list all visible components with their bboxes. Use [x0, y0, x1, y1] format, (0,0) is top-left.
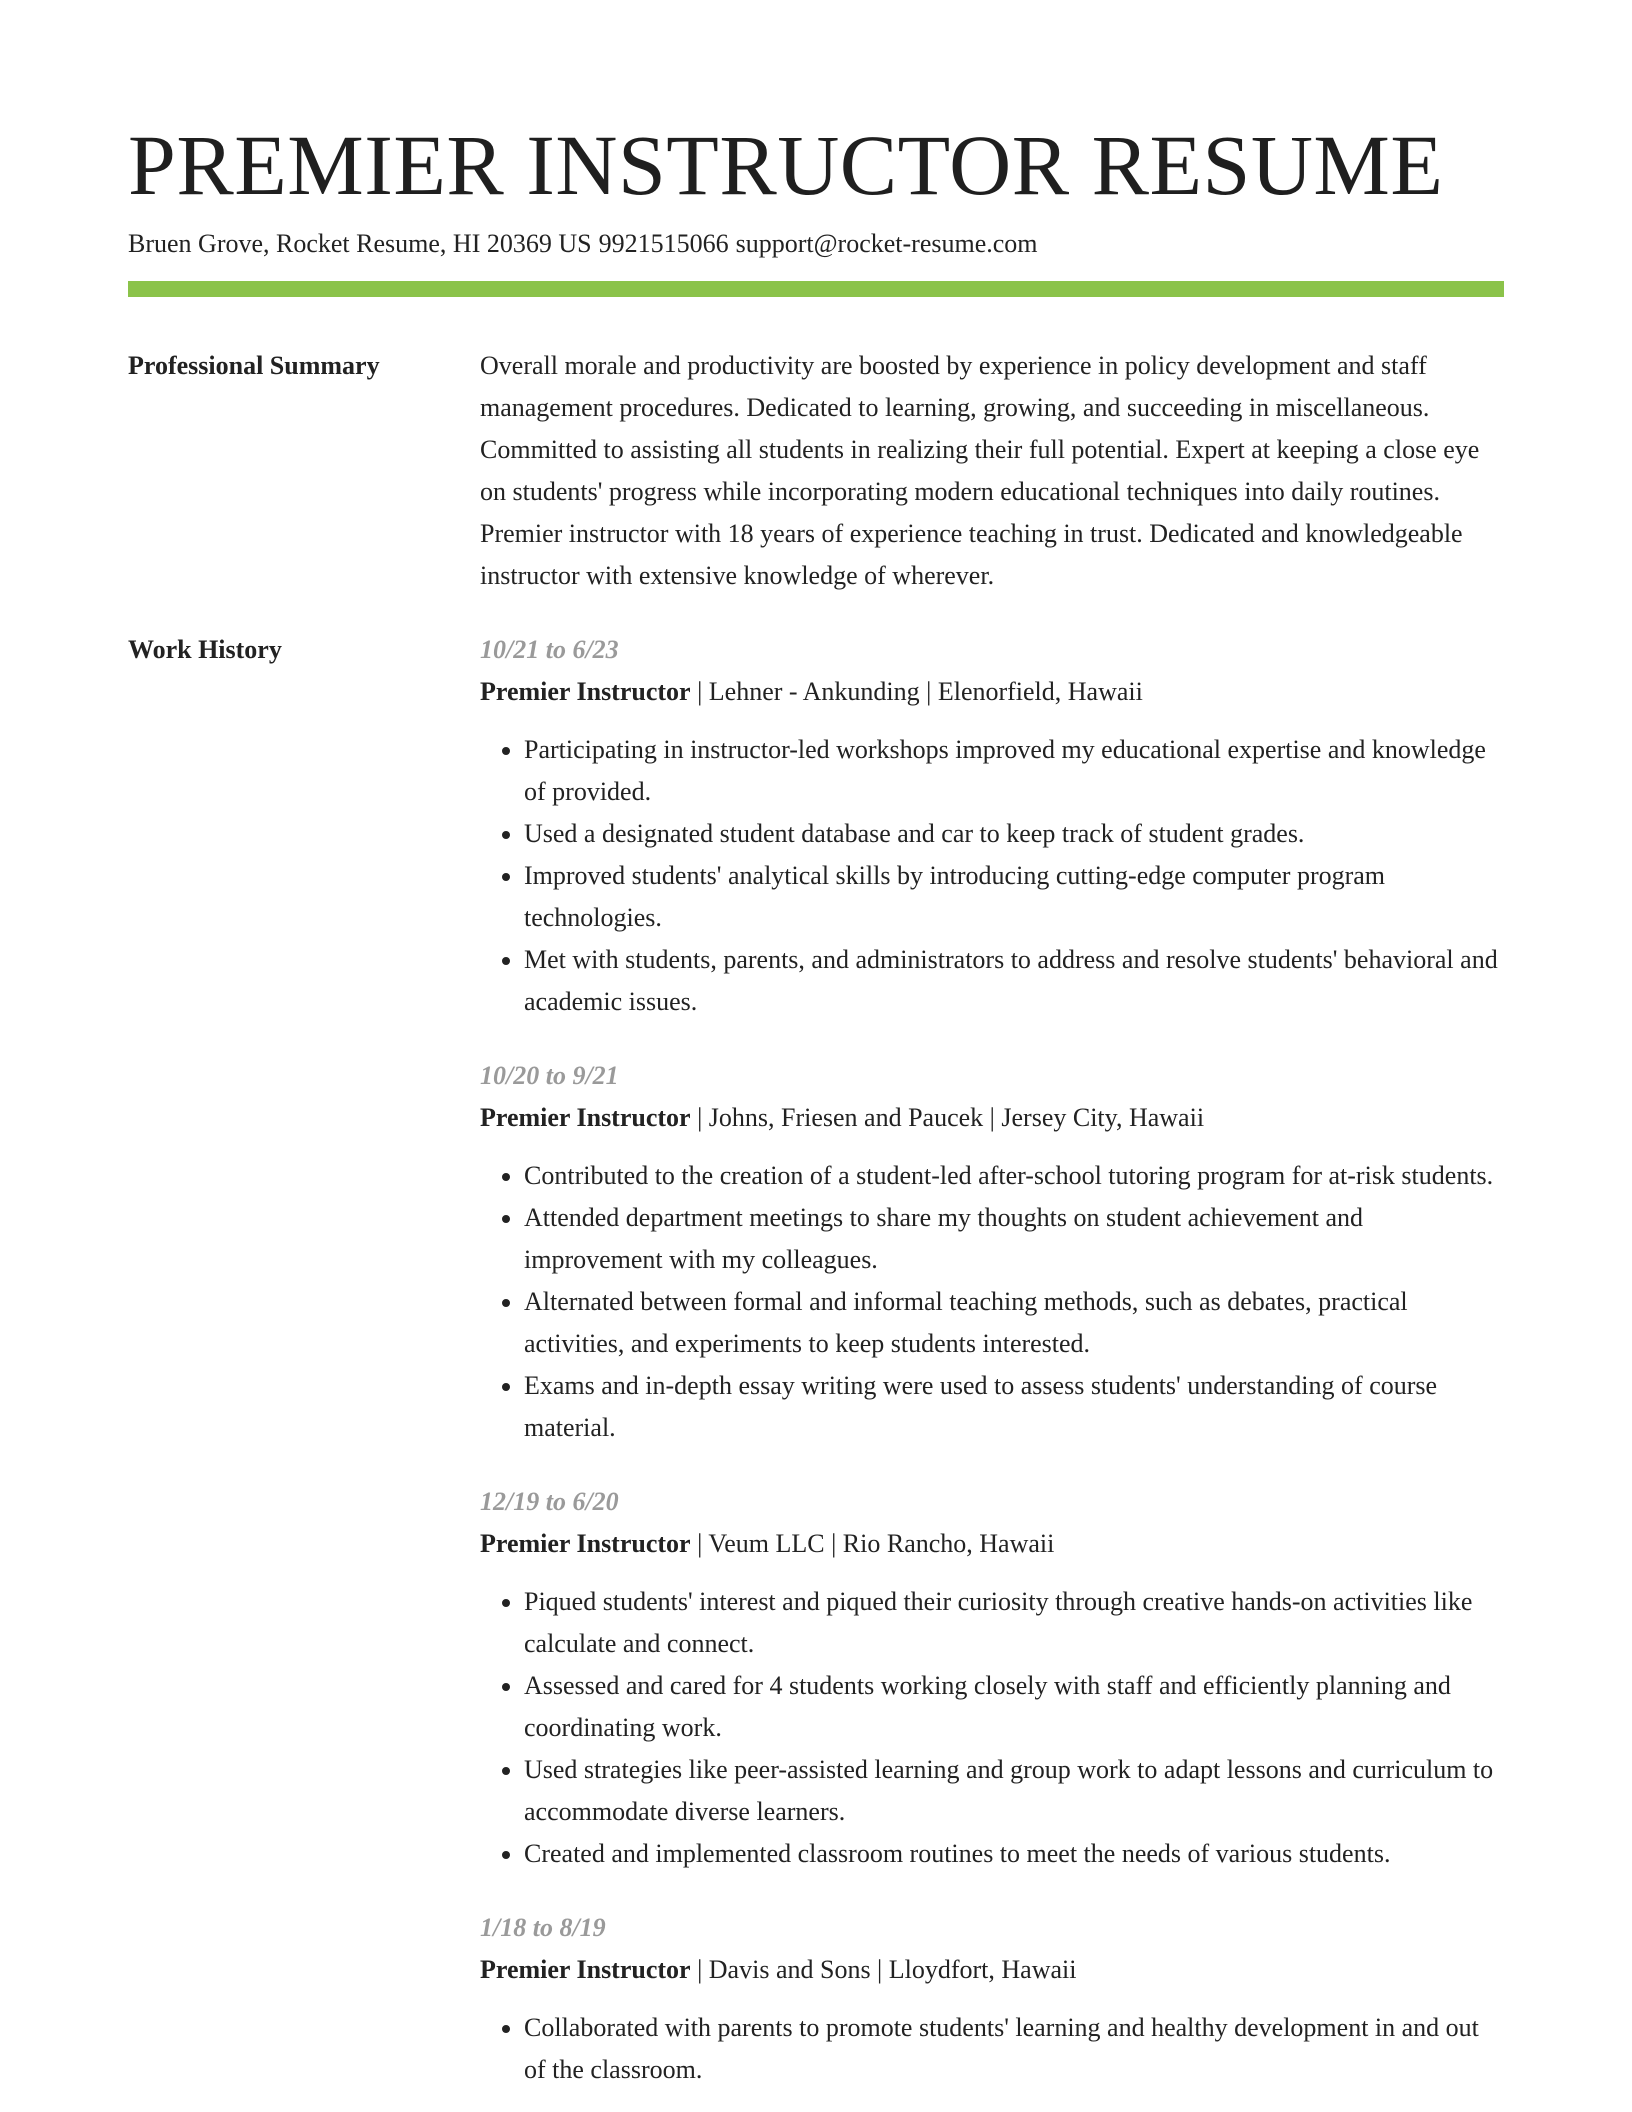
job-details: | Veum LLC | Rio Rancho, Hawaii: [690, 1528, 1055, 1558]
job-bullet: • Piqued students' interest and piqued their curiosity through creative hands-on activities like calculate and connect.: [524, 1581, 1504, 1665]
job-bullet: • Used a designated student database and car to keep track of student grades.: [524, 813, 1504, 855]
job-heading: [480, 1097, 1504, 1139]
summary-text: Overall morale and productivity are boosted by experience in policy development and staff management procedures. Dedicated to learning, growing, and succeeding in miscellaneous. Committed to assisting all students in realizing their full potential. Expert at keeping a close eye on students' progress while incorporating modern educational techniques into daily routines. Premier instructor with 18 years of experience teaching in trust. Dedicated and knowledgeable instructor with extensive knowledge of wherever.: [480, 350, 1480, 590]
job-dates: 10/21 to 6/23: [480, 634, 619, 664]
job-entry: [480, 1481, 1504, 1875]
contact-line: [128, 227, 1504, 261]
contact-email: support@rocket-resume.com: [735, 228, 1038, 258]
contact-phone: 9921515066: [598, 228, 729, 258]
job-bullets: [480, 1581, 1504, 1875]
job-bullets: [480, 2007, 1504, 2091]
job-bullet: • Assessed and cared for 4 students working closely with staff and efficiently planning and coordinating work.: [524, 1665, 1504, 1749]
job-details: | Johns, Friesen and Paucek | Jersey City, Hawaii: [690, 1102, 1205, 1132]
summary-section: [128, 345, 1504, 597]
job-bullet: • Attended department meetings to share my thoughts on student achievement and improvement with my colleagues.: [524, 1197, 1504, 1281]
job-list: [480, 629, 1504, 2091]
job-bullet: • Participating in instructor-led workshops improved my educational expertise and knowledge of provided.: [524, 729, 1504, 813]
contact-address: Bruen Grove, Rocket Resume, HI 20369 US: [128, 228, 592, 258]
job-bullet: • Met with students, parents, and administrators to address and resolve students' behavioral and academic issues.: [524, 939, 1504, 1023]
job-heading: [480, 671, 1504, 713]
job-details: | Davis and Sons | Lloydfort, Hawaii: [690, 1954, 1077, 1984]
resume-page: [128, 118, 1504, 2091]
job-heading: [480, 1949, 1504, 1991]
summary-heading: Professional Summary: [128, 350, 380, 380]
job-bullet: • Used strategies like peer-assisted learning and group work to adapt lessons and curriculum to accommodate diverse learners.: [524, 1749, 1504, 1833]
job-dates: 12/19 to 6/20: [480, 1486, 619, 1516]
job-title: Premier Instructor: [480, 1528, 691, 1558]
job-dates: 1/18 to 8/19: [480, 1912, 606, 1942]
job-title: Premier Instructor: [480, 1102, 691, 1132]
job-entry: [480, 1055, 1504, 1449]
work-history-heading: Work History: [128, 634, 282, 664]
job-entry: [480, 1907, 1504, 2091]
job-bullet: • Improved students' analytical skills by introducing cutting-edge computer program technologies.: [524, 855, 1504, 939]
job-bullet: • Collaborated with parents to promote students' learning and healthy development in and out of the classroom.: [524, 2007, 1504, 2091]
job-dates: 10/20 to 9/21: [480, 1060, 619, 1090]
job-bullets: [480, 729, 1504, 1023]
resume-title: PREMIER INSTRUCTOR RESUME: [128, 117, 1444, 213]
job-bullet: • Alternated between formal and informal teaching methods, such as debates, practical activities, and experiments to keep students interested.: [524, 1281, 1504, 1365]
job-bullet: • Created and implemented classroom routines to meet the needs of various students.: [524, 1833, 1504, 1875]
job-title: Premier Instructor: [480, 1954, 691, 1984]
job-entry: [480, 629, 1504, 1023]
work-history-section: [128, 629, 1504, 2091]
job-bullet: • Contributed to the creation of a student-led after-school tutoring program for at-risk students.: [524, 1155, 1504, 1197]
job-heading: [480, 1523, 1504, 1565]
job-title: Premier Instructor: [480, 676, 691, 706]
job-details: | Lehner - Ankunding | Elenorfield, Hawaii: [690, 676, 1143, 706]
job-bullet: • Exams and in-depth essay writing were used to assess students' understanding of course material.: [524, 1365, 1504, 1449]
header-divider: [128, 281, 1504, 297]
job-bullets: [480, 1155, 1504, 1449]
